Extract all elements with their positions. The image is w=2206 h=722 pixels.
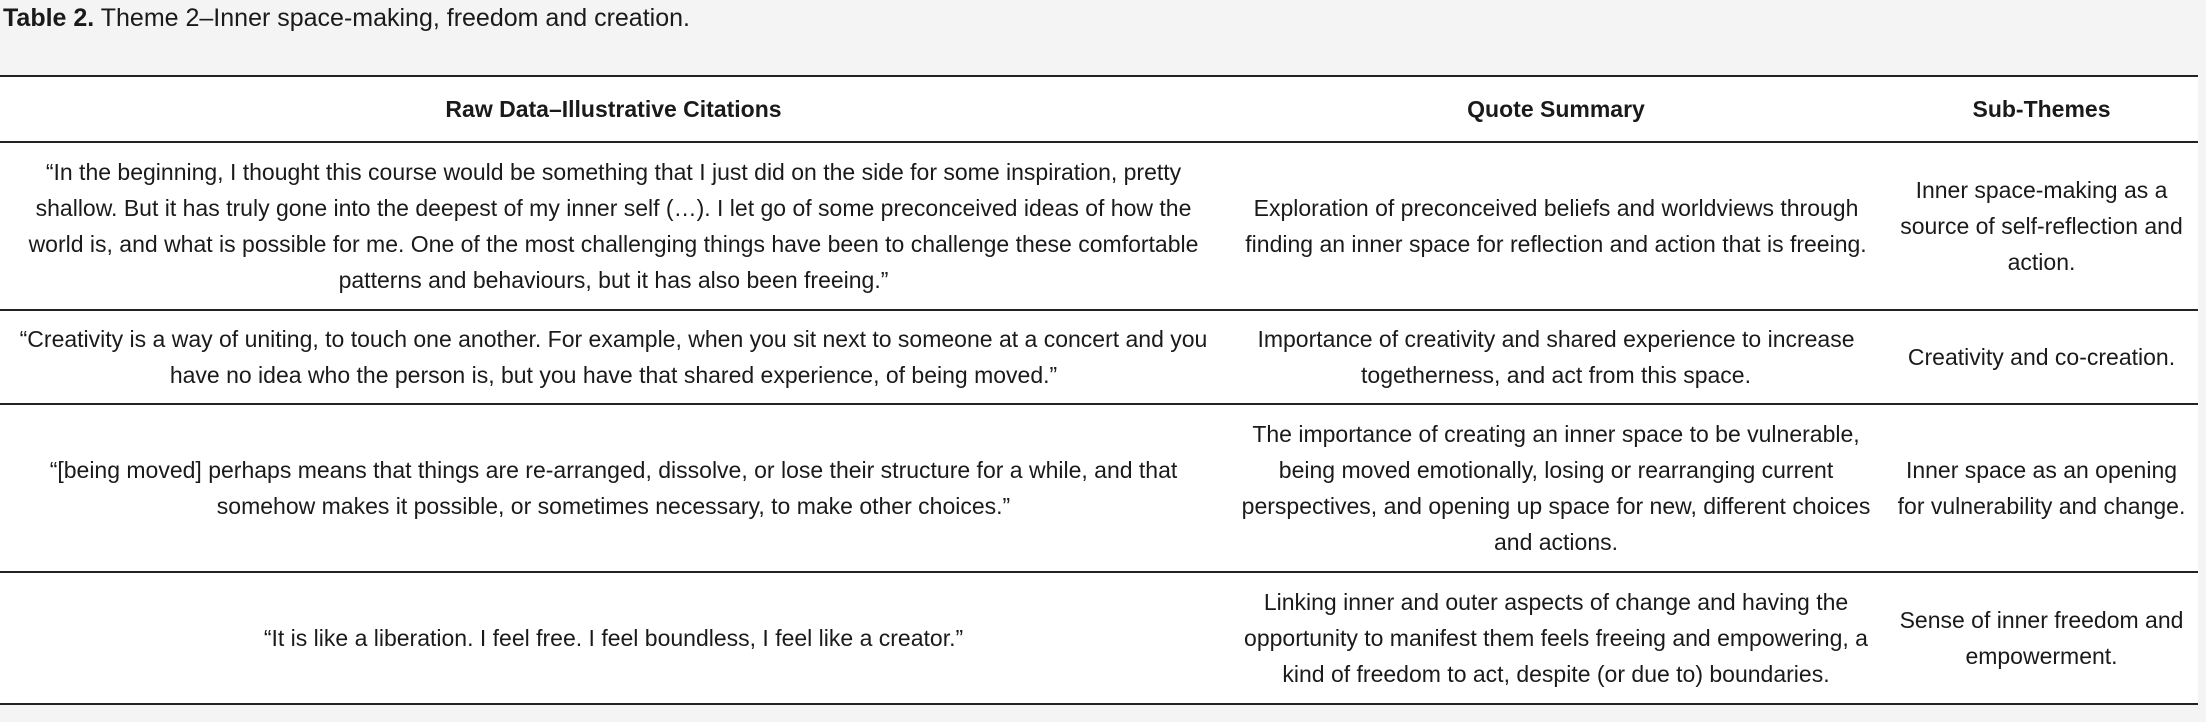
data-table bbox=[0, 75, 2198, 705]
table-caption-label: Table 2. bbox=[3, 4, 95, 32]
cell-sub-theme: Creativity and co-creation. bbox=[1907, 344, 2176, 370]
cell-raw-data: “[being moved] perhaps means that things are re-arranged, dissolve, or lose their structure for a while, and that somehow makes it possible, or sometimes necessary, to make other choices.” bbox=[49, 457, 1178, 519]
table-header bbox=[0, 76, 2198, 142]
cell-quote-summary: Linking inner and outer aspects of change and having the opportunity to manifest them feels freeing and empowering, a kind of freedom to act, despite (or due to) boundaries. bbox=[1244, 589, 1868, 687]
table-row bbox=[0, 310, 2198, 404]
table-caption bbox=[3, 2, 690, 34]
table-row bbox=[0, 404, 2198, 572]
cell-sub-theme: Sense of inner freedom and empowerment. bbox=[1899, 607, 2184, 669]
table-caption-title: Theme 2–Inner space-making, freedom and creation. bbox=[100, 4, 690, 32]
column-header-quote-summary: Quote Summary bbox=[1467, 96, 1645, 122]
table-header-row bbox=[0, 76, 2198, 142]
cell-raw-data: “Creativity is a way of uniting, to touch one another. For example, when you sit next to someone at a concert and you have no idea who the person is, but you have that shared experience, of being moved.” bbox=[19, 326, 1208, 388]
cell-raw-data: “It is like a liberation. I feel free. I feel boundless, I feel like a creator.” bbox=[263, 625, 964, 651]
table-body bbox=[0, 142, 2198, 704]
cell-raw-data: “In the beginning, I thought this course would be something that I just did on the side for some inspiration, pretty shallow. But it has truly gone into the deepest of my inner self (…). I let go of some preconceived ideas of how the world is, and what is possible for me. One of the most challenging things have been to challenge these comfortable patterns and behaviours, but it has also been freeing.” bbox=[28, 159, 1199, 293]
cell-sub-theme: Inner space-making as a source of self-reflection and action. bbox=[1900, 177, 2183, 275]
cell-quote-summary: Exploration of preconceived beliefs and worldviews through finding an inner space for reflection and action that is freeing. bbox=[1245, 195, 1867, 257]
table-row bbox=[0, 142, 2198, 310]
column-header-raw-data: Raw Data–Illustrative Citations bbox=[445, 96, 782, 122]
table-row bbox=[0, 572, 2198, 704]
cell-quote-summary: Importance of creativity and shared experience to increase togetherness, and act from this space. bbox=[1257, 326, 1855, 388]
cell-quote-summary: The importance of creating an inner space to be vulnerable, being moved emotionally, losing or rearranging current perspectives, and opening up space for new, different choices and actions. bbox=[1241, 421, 1871, 555]
column-header-sub-themes: Sub-Themes bbox=[1972, 96, 2111, 122]
data-table-container bbox=[0, 75, 2198, 705]
cell-sub-theme: Inner space as an opening for vulnerability and change. bbox=[1897, 457, 2186, 519]
